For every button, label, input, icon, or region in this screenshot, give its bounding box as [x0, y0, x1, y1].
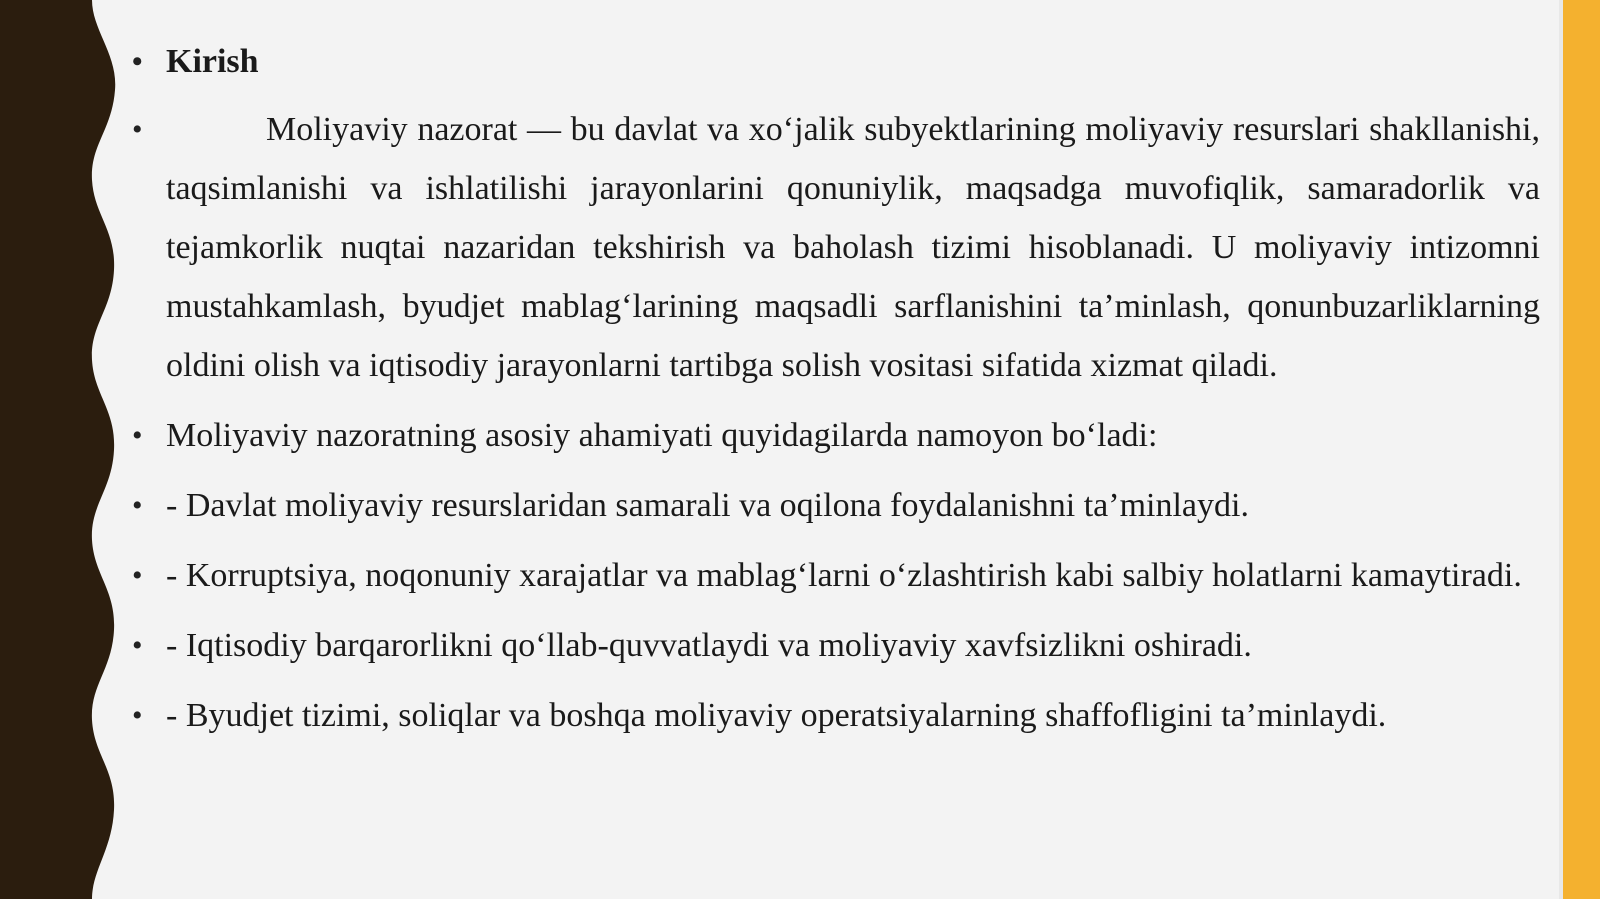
- point-text: - Iqtisodiy barqarorlikni qo‘llab-quvvatlaydi va moliyaviy xavfsizlikni oshiradi.: [166, 627, 1252, 664]
- bullet-dot-icon: •: [132, 113, 143, 146]
- heading-text: Kirish: [166, 43, 259, 80]
- bullet-dot-icon: •: [132, 629, 143, 662]
- importance-intro-text: Moliyaviy nazoratning asosiy ahamiyati quyidagilarda namoyon bo‘ladi:: [166, 417, 1158, 454]
- bullet-dot-icon: •: [132, 559, 143, 592]
- bullet-point-transparency: [132, 686, 1540, 745]
- bullet-dot-icon: •: [132, 45, 143, 78]
- slide-content: [132, 32, 1540, 756]
- point-text: - Davlat moliyaviy resurslaridan samarali va oqilona foydalanishni ta’minlaydi.: [166, 487, 1249, 524]
- point-text: - Byudjet tizimi, soliqlar va boshqa moliyaviy operatsiyalarning shaffofligini ta’minlaydi.: [166, 697, 1387, 734]
- bullet-point-stability: [132, 616, 1540, 675]
- bullet-dot-icon: •: [132, 419, 143, 452]
- wavy-left-border-decoration: [0, 0, 130, 899]
- bullet-definition-paragraph: [132, 100, 1540, 395]
- right-accent-bar: [1563, 0, 1600, 899]
- bullet-list: [132, 32, 1540, 745]
- bullet-point-corruption: [132, 546, 1540, 605]
- bullet-heading-kirish: [132, 32, 1540, 91]
- bullet-dot-icon: •: [132, 699, 143, 732]
- definition-text: Moliyaviy nazorat — bu davlat va xo‘jalik subyektlarining moliyaviy resurslari shakllanishi, taqsimlanishi va ishlatilishi jarayonlarini qonuniylik, maqsadga muvofiqlik, samaradorlik va tejamkorlik nuqtai nazaridan tekshirish va baholash tizimi hisoblanadi. U moliyaviy intizomni mustahkamlash, byudjet mablag‘larining maqsadli sarflanishini ta’minlash, qonunbuzarliklarning oldini olish va iqtisodiy jarayonlarni tartibga solish vositasi sifatida xizmat qiladi.: [166, 111, 1540, 384]
- point-text: - Korruptsiya, noqonuniy xarajatlar va mablag‘larni o‘zlashtirish kabi salbiy holatlarni kamaytiradi.: [166, 557, 1522, 594]
- bullet-importance-intro: [132, 406, 1540, 465]
- bullet-dot-icon: •: [132, 489, 143, 522]
- bullet-point-resources: [132, 476, 1540, 535]
